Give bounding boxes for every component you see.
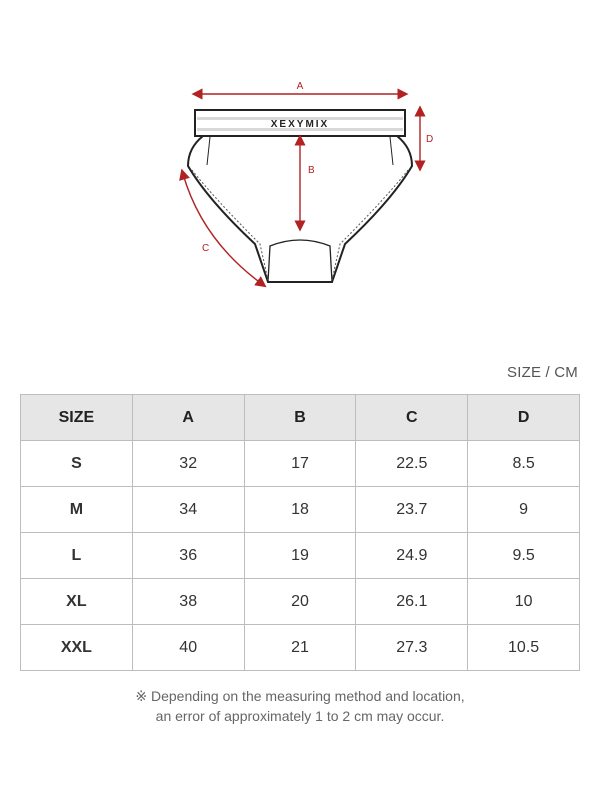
table-cell: 9.5 (468, 533, 580, 579)
size-table (20, 394, 580, 671)
measurement-footnote (0, 686, 600, 726)
table-cell: 17 (244, 441, 356, 487)
footnote-line-2: an error of approximately 1 to 2 cm may occur. (155, 708, 445, 724)
table-row (21, 441, 580, 487)
size-cell: M (21, 487, 133, 533)
garment-diagram (150, 70, 450, 300)
table-cell: 8.5 (468, 441, 580, 487)
table-row (21, 625, 580, 671)
measure-b-label: B (308, 165, 315, 176)
size-cell: XXL (21, 625, 133, 671)
table-cell: 22.5 (356, 441, 468, 487)
table-cell: 21 (244, 625, 356, 671)
table-cell: 10.5 (468, 625, 580, 671)
table-cell: 34 (132, 487, 244, 533)
size-cell: S (21, 441, 133, 487)
table-row (21, 533, 580, 579)
table-cell: 19 (244, 533, 356, 579)
table-cell: 18 (244, 487, 356, 533)
table-cell: 24.9 (356, 533, 468, 579)
table-row (21, 579, 580, 625)
column-header: B (244, 395, 356, 441)
measure-c-label: C (202, 243, 210, 254)
table-cell: 32 (132, 441, 244, 487)
table-cell: 10 (468, 579, 580, 625)
footnote-line-1: ※ Depending on the measuring method and location, (135, 688, 465, 704)
table-cell: 20 (244, 579, 356, 625)
table-row (21, 487, 580, 533)
unit-label: SIZE / CM (507, 364, 578, 381)
brand-logo: XEXYMIX (270, 119, 330, 130)
size-cell: XL (21, 579, 133, 625)
measure-d-label: D (426, 134, 434, 145)
table-cell: 27.3 (356, 625, 468, 671)
column-header: C (356, 395, 468, 441)
column-header: A (132, 395, 244, 441)
table-cell: 9 (468, 487, 580, 533)
table-cell: 26.1 (356, 579, 468, 625)
size-cell: L (21, 533, 133, 579)
column-header: SIZE (21, 395, 133, 441)
table-cell: 40 (132, 625, 244, 671)
table-cell: 23.7 (356, 487, 468, 533)
table-header-row (21, 395, 580, 441)
column-header: D (468, 395, 580, 441)
table-cell: 38 (132, 579, 244, 625)
table-cell: 36 (132, 533, 244, 579)
measure-a-label: A (296, 81, 304, 92)
